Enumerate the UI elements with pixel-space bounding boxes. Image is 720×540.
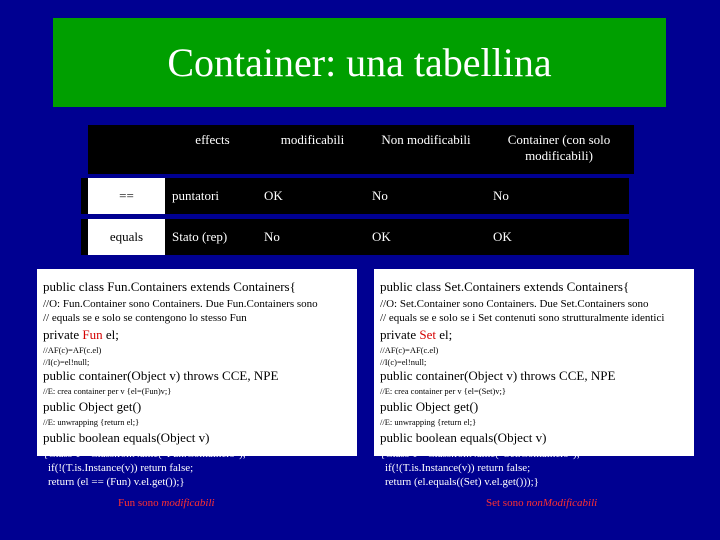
cell-cont: No <box>493 188 509 203</box>
title-banner <box>53 18 666 107</box>
constructor: public container(Object v) throws CCE, NPE <box>43 368 279 383</box>
get-method: public Object get() <box>380 399 479 414</box>
equals-body-3: return (el.equals((Set) v.el.get()));} <box>385 476 539 488</box>
rep-invariant: //I(c)=el!null; <box>380 357 427 367</box>
constructor-effect: //E: crea container per v {el=(Fun)v;} <box>43 386 172 396</box>
field-name: el; <box>102 327 119 342</box>
abstraction-function: //AF(c)=AF(c.el) <box>43 345 102 355</box>
cell-mod: OK <box>264 188 283 203</box>
cell-effect: puntatori <box>172 188 219 203</box>
get-method: public Object get() <box>43 399 142 414</box>
get-effect: //E: unwrapping {return el;} <box>43 417 140 427</box>
rep-invariant: //I(c)=el!null; <box>43 357 90 367</box>
cell-cont: OK <box>493 229 512 244</box>
code-panel-fun <box>37 269 357 456</box>
field-name: el; <box>435 327 453 342</box>
class-declaration: public class Fun.Containers extends Containers{ <box>43 279 296 294</box>
equals-body-3: return (el == (Fun) v.el.get());} <box>48 476 185 488</box>
field-declaration <box>43 327 119 343</box>
cell-mod: No <box>264 229 280 244</box>
row-label-equals: equals <box>88 219 165 255</box>
row-label-eqeq: == <box>88 178 165 214</box>
field-declaration <box>380 327 452 343</box>
field-modifier: private <box>43 327 83 342</box>
header-container: Container (con solo modificabili) <box>507 132 611 163</box>
get-effect: //E: unwrapping {return el;} <box>380 417 477 427</box>
overview-comment: //O: Fun.Container sono Containers. Due Fun.Containers sono <box>43 298 318 310</box>
footer-fun <box>118 497 215 509</box>
abstraction-function: //AF(c)=AF(c.el) <box>380 345 439 355</box>
equals-method: public boolean equals(Object v) <box>380 430 547 445</box>
equals-body-1: {Class T= Class.for.Name(“Set.Containers”); <box>380 448 580 460</box>
footer-fun-text: Fun sono <box>118 497 162 509</box>
code-panel-set <box>374 269 694 456</box>
header-effects: effects <box>195 132 230 147</box>
class-declaration: public class Set.Containers extends Containers{ <box>380 279 630 294</box>
field-modifier: private <box>380 327 420 342</box>
constructor: public container(Object v) throws CCE, NPE <box>380 368 616 383</box>
equals-method: public boolean equals(Object v) <box>43 430 210 445</box>
equals-body-2: if(!(T.is.Instance(v)) return false; <box>385 462 531 474</box>
footer-set <box>486 497 597 509</box>
cell-nonmod: No <box>372 188 388 203</box>
equals-body-2: if(!(T.is.Instance(v)) return false; <box>48 462 194 474</box>
footer-set-text: Set sono <box>486 497 527 509</box>
equals-body-1: {Class T= Class.for.Name(“Fun.Containers”); <box>43 448 246 460</box>
field-type: Fun <box>82 327 103 342</box>
overview-comment-2: // equals se e solo se contengono lo stesso Fun <box>43 312 247 324</box>
slide-title: Container: una tabellina <box>167 40 552 85</box>
header-modificabili: modificabili <box>280 132 345 147</box>
cell-effect: Stato (rep) <box>172 229 228 244</box>
footer-set-emphasis: nonModificabili <box>526 497 598 509</box>
footer-fun-emphasis: modificabili <box>161 497 215 509</box>
constructor-effect: //E: crea container per v {el=(Set)v;} <box>380 386 506 396</box>
overview-comment-2: // equals se e solo se i Set contenuti sono strutturalmente identici <box>380 312 665 324</box>
header-non-modificabili: Non modificabili <box>381 132 471 147</box>
field-type: Set <box>419 327 436 342</box>
overview-comment: //O: Set.Container sono Containers. Due Set.Containers sono <box>380 298 649 310</box>
cell-nonmod: OK <box>372 229 391 244</box>
